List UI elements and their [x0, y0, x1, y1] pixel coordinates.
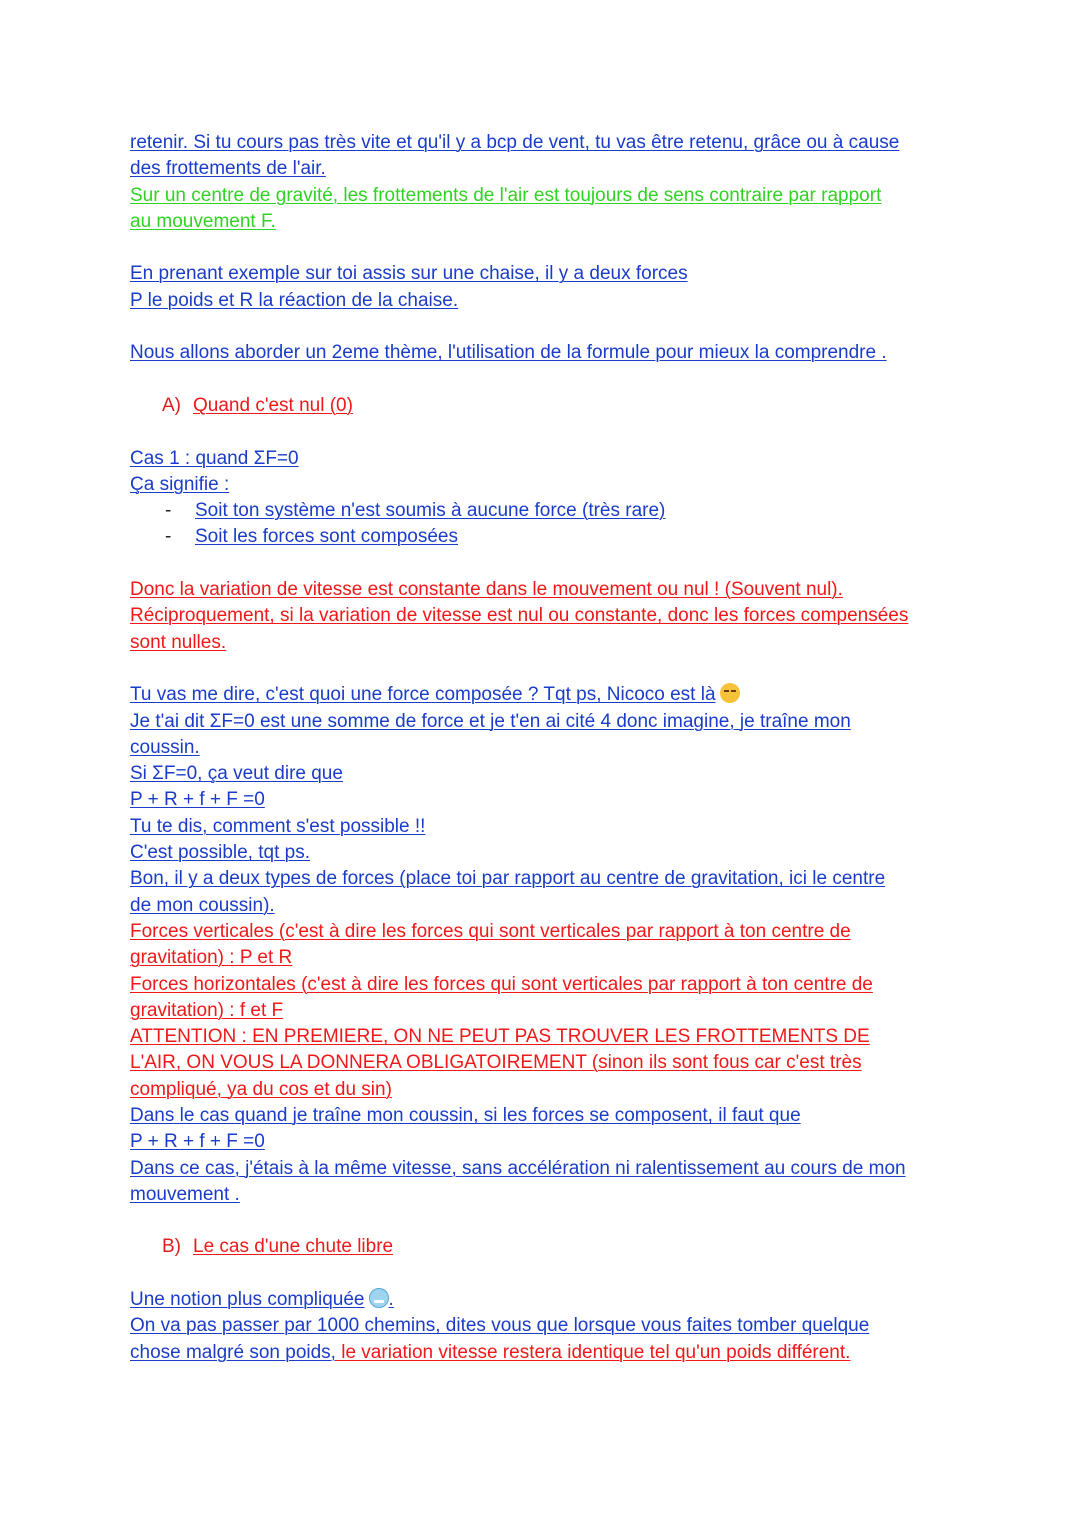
text-line: Dans le cas quand je traîne mon coussin, si les forces se composent, il faut que [130, 1104, 801, 1126]
text-line: Tu vas me dire, c'est quoi une force composée ? Tqt ps, Nicoco est là [130, 682, 960, 708]
text-line: On va pas passer par 1000 chemins, dites vous que lorsque vous faites tomber quelque [130, 1315, 870, 1337]
text-line: Dans ce cas, j'étais à la même vitesse, sans accélération ni ralentissement au cours de mon [130, 1157, 906, 1179]
text-line: Si ΣF=0, ça veut dire que [130, 763, 343, 785]
text-line: des frottements de l'air. [130, 158, 326, 180]
text-line: Bon, il y a deux types de forces (place toi par rapport au centre de gravitation, ici le centre [130, 868, 886, 890]
text-line: Sur un centre de gravité, les frottements de l'air est toujours de sens contraire par rapport [130, 184, 882, 206]
smirking-face-icon [720, 683, 740, 703]
text-line: P + R + f + F =0 [130, 789, 265, 811]
text-line: mouvement . [130, 1183, 240, 1205]
text-line: Cas 1 : quand ΣF=0 [130, 447, 299, 469]
text-line: Forces verticales (c'est à dire les forces qui sont verticales par rapport à ton centre de [130, 920, 851, 942]
text-line: gravitation) : f et F [130, 999, 284, 1021]
text-line: coussin. [130, 736, 200, 758]
text-line: En prenant exemple sur toi assis sur une chaise, il y a deux forces [130, 263, 688, 285]
text-line: P le poids et R la réaction de la chaise. [130, 289, 459, 311]
text-line: chose malgré son poids, le variation vitesse restera identique tel qu'un poids différent. [130, 1341, 851, 1363]
text-line: L'AIR, ON VOUS LA DONNERA OBLIGATOIREMENT (sinon ils sont fous car c'est très [130, 1052, 862, 1074]
text-line: compliqué, ya du cos et du sin) [130, 1078, 392, 1100]
text-line: gravitation) : P et R [130, 947, 293, 969]
list-item: - Soit ton système n'est soumis à aucune force (très rare) [165, 500, 666, 522]
document-page [130, 130, 960, 1366]
text-line: sont nulles. [130, 631, 227, 653]
text-line: de mon coussin). [130, 894, 275, 916]
text-line: Réciproquement, si la variation de vitesse est nul ou constante, donc les forces compensées [130, 605, 909, 627]
text-line: Donc la variation de vitesse est constante dans le mouvement ou nul ! (Souvent nul). [130, 579, 843, 601]
text-line: P + R + f + F =0 [130, 1131, 265, 1153]
text-line: Ça signifie : [130, 473, 230, 495]
text-line: Forces horizontales (c'est à dire les forces qui sont verticales par rapport à ton centre de [130, 973, 873, 995]
text-line: Nous allons aborder un 2eme thème, l'utilisation de la formule pour mieux la comprendre . [130, 342, 887, 364]
text-line: au mouvement F. [130, 210, 276, 232]
section-heading-a: A) Quand c'est nul (0) [162, 394, 353, 416]
text-line: Tu te dis, comment s'est possible !! [130, 815, 426, 837]
text-line: retenir. Si tu cours pas très vite et qu'il y a bcp de vent, tu vas être retenu, grâce ou à cause [130, 132, 900, 153]
section-heading-b: B) Le cas d'une chute libre [162, 1236, 394, 1258]
text-line: ATTENTION : EN PREMIERE, ON NE PEUT PAS TROUVER LES FROTTEMENTS DE [130, 1026, 870, 1048]
text-line: C'est possible, tqt ps. [130, 842, 310, 864]
text-line: Je t'ai dit ΣF=0 est une somme de force et je t'en ai cité 4 donc imagine, je traîne mon [130, 710, 851, 732]
cold-face-icon [369, 1288, 389, 1308]
list-item: - Soit les forces sont composées [165, 526, 458, 548]
text-line: Une notion plus compliquée . [130, 1289, 394, 1311]
